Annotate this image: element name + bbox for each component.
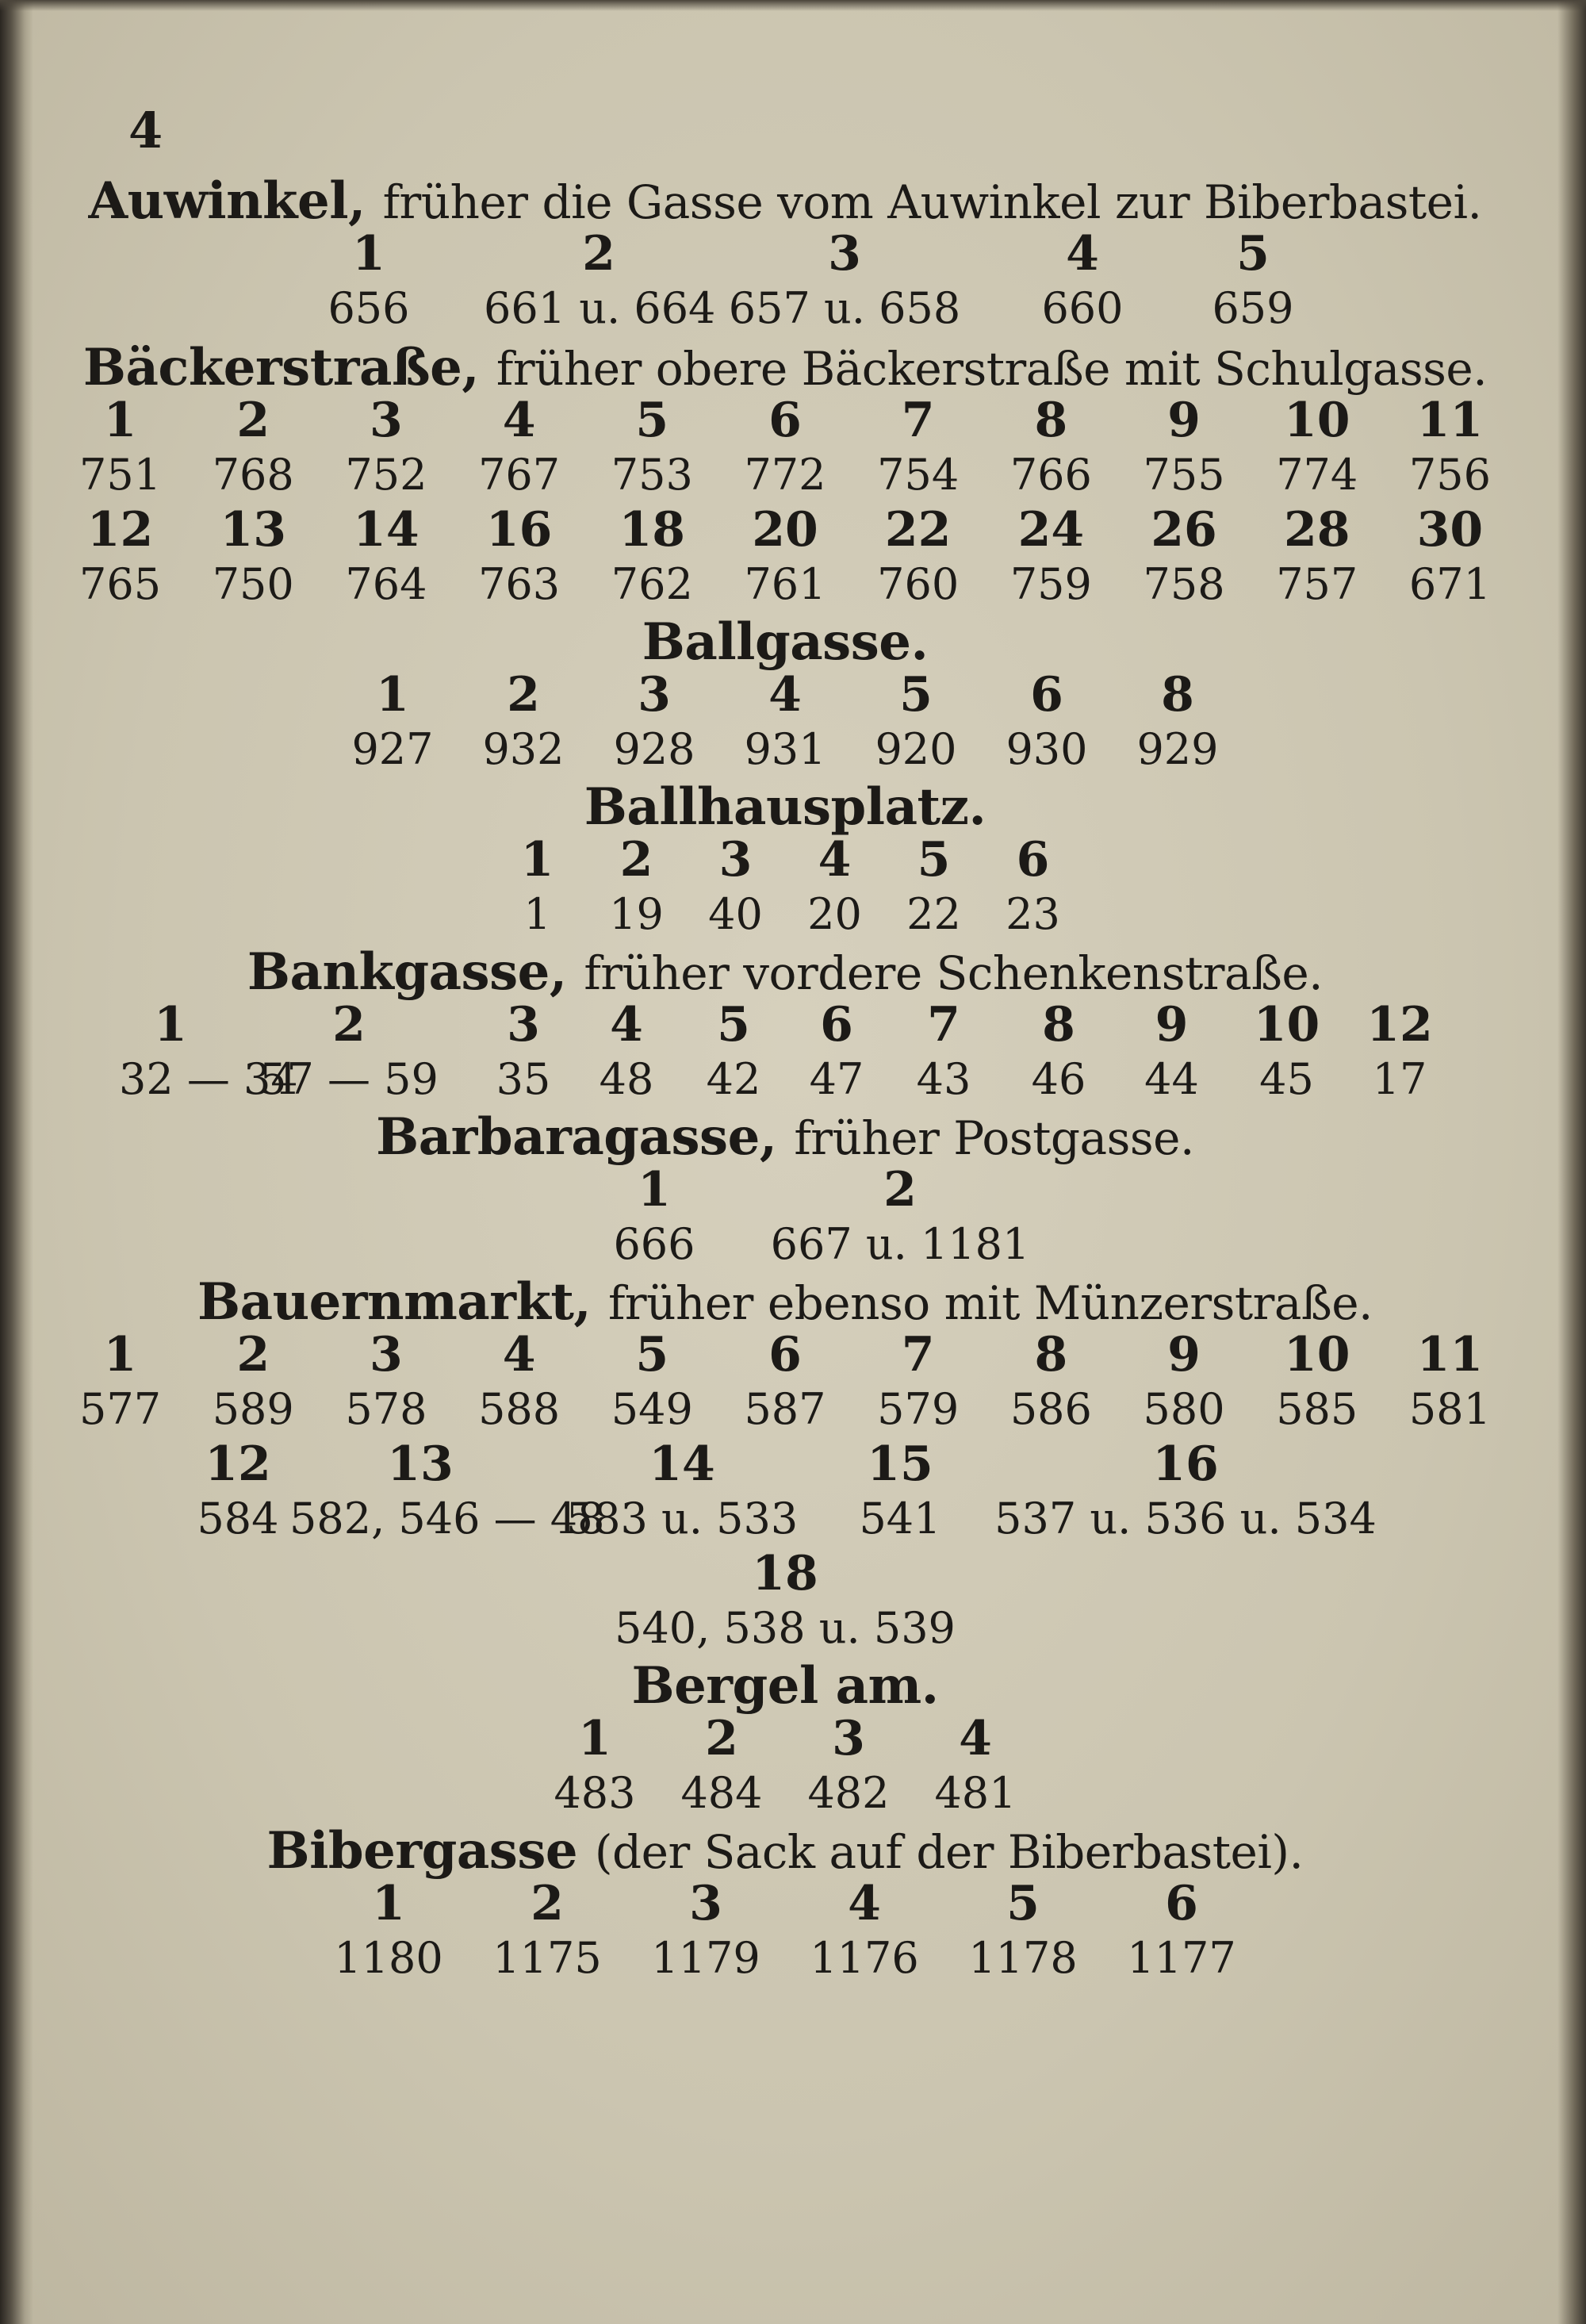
house-number-cell (222, 998, 476, 1107)
old-conscription-number: 766 (1009, 450, 1092, 500)
new-house-number: 4 (610, 997, 643, 1053)
new-house-number: 2 (883, 1162, 917, 1218)
new-house-number: 5 (635, 1327, 669, 1383)
new-house-number: 2 (236, 393, 270, 448)
old-conscription-number: 760 (877, 559, 960, 609)
new-house-number: 20 (752, 502, 818, 558)
new-house-number: 30 (1416, 502, 1484, 558)
old-conscription-number: 752 (345, 450, 427, 500)
street-entry (71, 612, 1499, 777)
new-house-number: 3 (370, 393, 403, 448)
page-number: 4 (128, 102, 163, 159)
house-number-cell (254, 227, 484, 336)
old-conscription-number: 762 (611, 559, 693, 609)
old-conscription-number: 764 (345, 559, 427, 609)
street-name-heading (71, 777, 1499, 837)
street-name-heading (71, 171, 1499, 231)
new-house-number: 6 (1165, 1876, 1198, 1931)
old-conscription-number: 42 (706, 1054, 761, 1104)
house-number-cell (744, 503, 826, 612)
old-conscription-number: 43 (916, 1054, 971, 1104)
new-house-number: 6 (820, 997, 853, 1053)
new-house-number: 1 (520, 832, 554, 888)
house-number-cell (1010, 503, 1092, 612)
house-number-cell (1276, 393, 1358, 503)
house-number-row (79, 1328, 1491, 1437)
house-number-cell (987, 1437, 1384, 1547)
old-conscription-number: 930 (1006, 724, 1088, 774)
house-number-cell (345, 503, 427, 612)
house-number-cell (877, 393, 959, 503)
former-name-note: (der Sack auf der Biberbastei). (594, 1825, 1304, 1879)
house-number-cell (345, 1328, 427, 1437)
house-number-cell (478, 503, 560, 612)
new-house-number: 14 (353, 502, 419, 558)
house-number-cell (884, 833, 983, 942)
old-conscription-number: 45 (1259, 1054, 1314, 1104)
new-house-number: 28 (1283, 502, 1350, 558)
old-conscription-number: 482 (807, 1768, 890, 1818)
old-conscription-number: 1180 (334, 1933, 443, 1983)
old-conscription-number: 581 (1408, 1384, 1491, 1434)
house-number-cell (785, 1877, 944, 1986)
old-conscription-number: 920 (875, 724, 957, 774)
street-entry (71, 1272, 1499, 1656)
new-house-number: 1 (103, 393, 137, 448)
new-house-number: 16 (1152, 1436, 1219, 1492)
old-conscription-number: 484 (680, 1768, 763, 1818)
new-house-number: 1 (578, 1711, 611, 1766)
new-house-number: 5 (899, 667, 933, 723)
old-conscription-number: 753 (611, 450, 693, 500)
new-house-number: 8 (1034, 1327, 1068, 1383)
new-house-number: 8 (1034, 393, 1068, 448)
old-conscription-number: 32 — 34 (119, 1054, 298, 1104)
old-conscription-number: 659 (1212, 283, 1294, 333)
house-number-cell (79, 1328, 161, 1437)
house-number-cell (79, 393, 161, 503)
new-house-number: 3 (832, 1711, 865, 1766)
new-house-number: 7 (901, 393, 935, 448)
house-number-cell (982, 668, 1113, 777)
new-house-number: 4 (1066, 226, 1099, 282)
new-house-number: 10 (1283, 393, 1350, 448)
new-house-number: 16 (485, 502, 553, 558)
street-name-heading (71, 1272, 1499, 1332)
old-conscription-number: 774 (1276, 450, 1358, 500)
new-house-number: 7 (927, 997, 960, 1053)
house-number-cell (478, 1328, 560, 1437)
house-number-cell (484, 227, 714, 336)
house-number-cell (1118, 998, 1225, 1107)
street-name: Ballhausplatz. (584, 777, 986, 837)
house-number-row (71, 1547, 1499, 1656)
old-conscription-number: 583 u. 533 (565, 1494, 799, 1544)
street-name: Bauernmarkt, (197, 1272, 592, 1332)
house-number-cell (587, 1547, 983, 1656)
old-conscription-number: 589 (212, 1384, 294, 1434)
old-conscription-number: 929 (1136, 724, 1219, 774)
street-name: Ballgasse. (642, 612, 929, 672)
house-number-cell (611, 1328, 693, 1437)
old-conscription-number: 755 (1143, 450, 1225, 500)
old-conscription-number: 17 (1372, 1054, 1427, 1104)
new-house-number: 3 (370, 1327, 403, 1383)
house-number-cell (744, 393, 826, 503)
house-number-cell (119, 997, 298, 1107)
new-house-number: 3 (507, 997, 540, 1053)
street-name: Bäckerstraße, (82, 338, 480, 397)
house-number-cell (571, 998, 682, 1107)
new-house-number: 1 (103, 1327, 137, 1383)
house-number-cell (1144, 1328, 1225, 1437)
house-number-cell (877, 503, 959, 612)
old-conscription-number: 35 (496, 1054, 551, 1104)
new-house-number: 9 (1167, 393, 1201, 448)
house-number-row (71, 1163, 1499, 1272)
house-number-cell (488, 833, 587, 942)
house-number-row (71, 1712, 1499, 1821)
house-number-cell (1144, 503, 1225, 612)
new-house-number: 5 (717, 997, 750, 1053)
old-conscription-number: 761 (744, 559, 826, 609)
new-house-number: 4 (959, 1711, 992, 1766)
house-number-cell (1276, 503, 1358, 612)
new-house-number: 13 (387, 1436, 454, 1492)
house-number-cell (1113, 668, 1243, 777)
old-conscription-number: 1178 (968, 1933, 1078, 1983)
house-number-cell (1409, 393, 1491, 503)
new-house-number: 1 (154, 997, 187, 1053)
old-conscription-number: 541 (859, 1494, 941, 1544)
house-number-cell (785, 1712, 912, 1821)
new-house-number: 3 (638, 667, 671, 723)
house-number-cell (587, 833, 686, 942)
old-conscription-number: 481 (934, 1768, 1017, 1818)
house-number-cell (785, 833, 884, 942)
street-name-heading (71, 338, 1499, 397)
old-conscription-number: 754 (877, 450, 960, 500)
old-conscription-number: 757 (1276, 559, 1358, 609)
old-conscription-number: 19 (609, 889, 664, 939)
new-house-number: 3 (689, 1876, 722, 1931)
house-number-row (71, 1877, 1499, 1986)
old-conscription-number: 756 (1408, 450, 1491, 500)
street-index (71, 171, 1499, 1991)
street-entry (71, 777, 1499, 942)
new-house-number: 4 (848, 1876, 881, 1931)
new-house-number: 2 (236, 1327, 270, 1383)
new-house-number: 15 (867, 1436, 933, 1492)
new-house-number: 1 (352, 226, 385, 282)
new-house-number: 13 (220, 502, 286, 558)
old-conscription-number: 1 (523, 889, 551, 939)
new-house-number: 14 (649, 1436, 715, 1492)
new-house-number: 3 (718, 832, 753, 888)
house-number-cell (1190, 227, 1316, 336)
old-conscription-number: 23 (1006, 889, 1060, 939)
page-top-edge (0, 0, 1586, 11)
house-number-row (71, 1437, 1499, 1547)
new-house-number: 4 (768, 667, 802, 723)
old-conscription-number: 582, 546 — 48 (289, 1494, 605, 1544)
old-conscription-number: 1176 (810, 1933, 919, 1983)
new-house-number: 10 (1253, 997, 1320, 1053)
new-house-number: 10 (1283, 1327, 1350, 1383)
house-number-row (71, 227, 1499, 336)
house-number-row (71, 668, 1499, 777)
new-house-number: 1 (376, 667, 409, 723)
house-number-row (71, 833, 1499, 942)
house-number-cell (888, 998, 999, 1107)
house-number-cell (1010, 393, 1092, 503)
house-number-cell (328, 668, 458, 777)
old-conscription-number: 44 (1144, 1054, 1199, 1104)
new-house-number: 5 (635, 393, 669, 448)
street-entry (71, 338, 1499, 612)
new-house-number: 6 (1016, 832, 1050, 888)
house-number-cell (769, 1163, 1031, 1272)
house-number-cell (686, 833, 785, 942)
old-conscription-number: 772 (744, 450, 826, 500)
new-house-number: 8 (1042, 997, 1075, 1053)
new-house-number: 4 (818, 832, 852, 888)
new-house-number: 12 (1366, 997, 1433, 1053)
house-number-cell (658, 1712, 785, 1821)
old-conscription-number: 768 (212, 450, 294, 500)
new-house-number: 6 (768, 1327, 802, 1383)
old-conscription-number: 931 (744, 724, 826, 774)
old-conscription-number: 549 (611, 1384, 693, 1434)
old-conscription-number: 20 (807, 889, 862, 939)
old-conscription-number: 656 (328, 283, 410, 333)
street-entry (71, 1821, 1499, 1986)
street-name-heading (71, 612, 1499, 672)
page-edge (1557, 0, 1586, 2324)
street-name-heading (71, 1107, 1499, 1167)
old-conscription-number: 657 u. 658 (728, 283, 961, 333)
house-number-cell (714, 227, 975, 336)
house-number-cell (79, 503, 161, 612)
old-conscription-number: 579 (877, 1384, 960, 1434)
new-house-number: 26 (1151, 502, 1217, 558)
house-number-row (79, 393, 1491, 503)
house-number-cell (213, 393, 294, 503)
house-number-row (71, 998, 1499, 1107)
house-number-cell (468, 1877, 626, 1986)
former-name-note: früher Postgasse. (794, 1111, 1194, 1165)
new-house-number: 24 (1017, 502, 1085, 558)
old-conscription-number: 767 (478, 450, 561, 500)
house-number-cell (213, 503, 294, 612)
new-house-number: 2 (332, 997, 366, 1053)
old-conscription-number: 22 (906, 889, 961, 939)
old-conscription-number: 48 (599, 1054, 654, 1104)
former-name-note: früher ebenso mit Münzerstraße. (607, 1276, 1373, 1330)
new-house-number: 6 (768, 393, 802, 448)
former-name-note: früher obere Bäckerstraße mit Schulgasse. (496, 342, 1488, 396)
new-house-number: 12 (86, 502, 154, 558)
house-number-cell (877, 1328, 959, 1437)
old-conscription-number: 666 (613, 1219, 695, 1269)
old-conscription-number: 580 (1143, 1384, 1225, 1434)
old-conscription-number: 585 (1276, 1384, 1358, 1434)
house-number-cell (539, 1163, 769, 1272)
house-number-cell (682, 998, 785, 1107)
old-conscription-number: 40 (708, 889, 763, 939)
new-house-number: 9 (1155, 997, 1189, 1053)
street-entry (71, 171, 1499, 336)
new-house-number: 5 (1236, 226, 1270, 282)
house-number-cell (476, 998, 571, 1107)
house-number-cell (1348, 998, 1451, 1107)
house-number-cell (551, 1437, 813, 1547)
old-conscription-number: 588 (478, 1384, 561, 1434)
house-number-cell (813, 1437, 987, 1547)
old-conscription-number: 928 (613, 724, 695, 774)
old-conscription-number: 927 (351, 724, 434, 774)
old-conscription-number: 667 u. 1181 (770, 1219, 1030, 1269)
old-conscription-number: 483 (554, 1768, 636, 1818)
new-house-number: 1 (638, 1162, 671, 1218)
street-name: Bibergasse (266, 1821, 578, 1881)
new-house-number: 6 (1030, 667, 1063, 723)
house-number-cell (1102, 1877, 1261, 1986)
house-number-cell (983, 833, 1082, 942)
old-conscription-number: 587 (744, 1384, 826, 1434)
house-number-cell (999, 998, 1118, 1107)
old-conscription-number: 758 (1143, 559, 1225, 609)
street-name-heading (71, 1656, 1499, 1716)
house-number-cell (309, 1877, 468, 1986)
house-number-cell (531, 1712, 658, 1821)
house-number-cell (589, 668, 720, 777)
new-house-number: 2 (619, 832, 653, 888)
new-house-number: 2 (582, 226, 615, 282)
old-conscription-number: 671 (1408, 559, 1491, 609)
new-house-number: 18 (619, 502, 686, 558)
new-house-number: 3 (828, 226, 861, 282)
house-number-cell (975, 227, 1190, 336)
old-conscription-number: 57 — 59 (259, 1054, 439, 1104)
new-house-number: 2 (507, 667, 540, 723)
binding-gutter (0, 0, 33, 2324)
old-conscription-number: 584 (197, 1494, 279, 1544)
house-number-cell (912, 1712, 1039, 1821)
street-entry (71, 1656, 1499, 1821)
house-number-cell (1276, 1328, 1358, 1437)
new-house-number: 1 (372, 1876, 405, 1931)
street-name: Bergel am. (631, 1656, 939, 1716)
new-house-number: 12 (205, 1436, 271, 1492)
house-number-cell (1010, 1328, 1092, 1437)
new-house-number: 5 (917, 832, 951, 888)
former-name-note: früher vordere Schenkenstraße. (584, 946, 1324, 1000)
old-conscription-number: 750 (212, 559, 294, 609)
house-number-cell (851, 668, 982, 777)
house-number-cell (626, 1877, 785, 1986)
new-house-number: 4 (502, 393, 536, 448)
house-number-cell (458, 668, 589, 777)
house-number-cell (611, 503, 693, 612)
new-house-number: 7 (901, 1327, 935, 1383)
former-name-note: früher die Gasse vom Auwinkel zur Biberbastei. (382, 175, 1482, 229)
house-number-cell (213, 1328, 294, 1437)
old-conscription-number: 577 (79, 1384, 162, 1434)
house-number-cell (720, 668, 851, 777)
street-name-heading (71, 1821, 1499, 1881)
new-house-number: 5 (1006, 1876, 1040, 1931)
new-house-number: 11 (1416, 393, 1484, 448)
old-conscription-number: 1177 (1127, 1933, 1236, 1983)
street-entry (71, 1107, 1499, 1272)
new-house-number: 4 (502, 1327, 536, 1383)
street-name: Auwinkel, (88, 171, 366, 231)
house-number-cell (944, 1877, 1102, 1986)
house-number-cell (289, 1436, 605, 1547)
old-conscription-number: 540, 538 u. 539 (615, 1603, 956, 1653)
house-number-row (79, 503, 1491, 612)
street-name: Bankgasse, (247, 942, 567, 1002)
new-house-number: 9 (1167, 1327, 1201, 1383)
new-house-number: 11 (1416, 1327, 1484, 1383)
street-name-heading (71, 942, 1499, 1002)
old-conscription-number: 763 (478, 559, 561, 609)
new-house-number: 2 (531, 1876, 564, 1931)
old-conscription-number: 932 (482, 724, 565, 774)
old-conscription-number: 765 (79, 559, 162, 609)
old-conscription-number: 661 u. 664 (484, 283, 716, 333)
old-conscription-number: 586 (1009, 1384, 1092, 1434)
old-conscription-number: 578 (345, 1384, 427, 1434)
old-conscription-number: 47 (809, 1054, 864, 1104)
new-house-number: 8 (1161, 667, 1194, 723)
house-number-cell (186, 1437, 289, 1547)
old-conscription-number: 46 (1031, 1054, 1086, 1104)
old-conscription-number: 537 u. 536 u. 534 (994, 1494, 1377, 1544)
old-conscription-number: 759 (1009, 559, 1092, 609)
house-number-cell (1225, 998, 1348, 1107)
house-number-cell (345, 393, 427, 503)
new-house-number: 2 (705, 1711, 738, 1766)
house-number-cell (744, 1328, 826, 1437)
new-house-number: 22 (884, 502, 952, 558)
new-house-number: 18 (752, 1546, 818, 1601)
house-number-cell (611, 393, 693, 503)
house-number-cell (785, 998, 888, 1107)
house-number-cell (1144, 393, 1225, 503)
old-conscription-number: 1179 (651, 1933, 760, 1983)
street-entry (71, 942, 1499, 1107)
old-conscription-number: 751 (79, 450, 162, 500)
house-number-cell (1409, 1328, 1491, 1437)
house-number-cell (478, 393, 560, 503)
street-name: Barbaragasse, (376, 1107, 777, 1167)
old-conscription-number: 660 (1041, 283, 1124, 333)
house-number-cell (1409, 503, 1491, 612)
old-conscription-number: 1175 (492, 1933, 602, 1983)
